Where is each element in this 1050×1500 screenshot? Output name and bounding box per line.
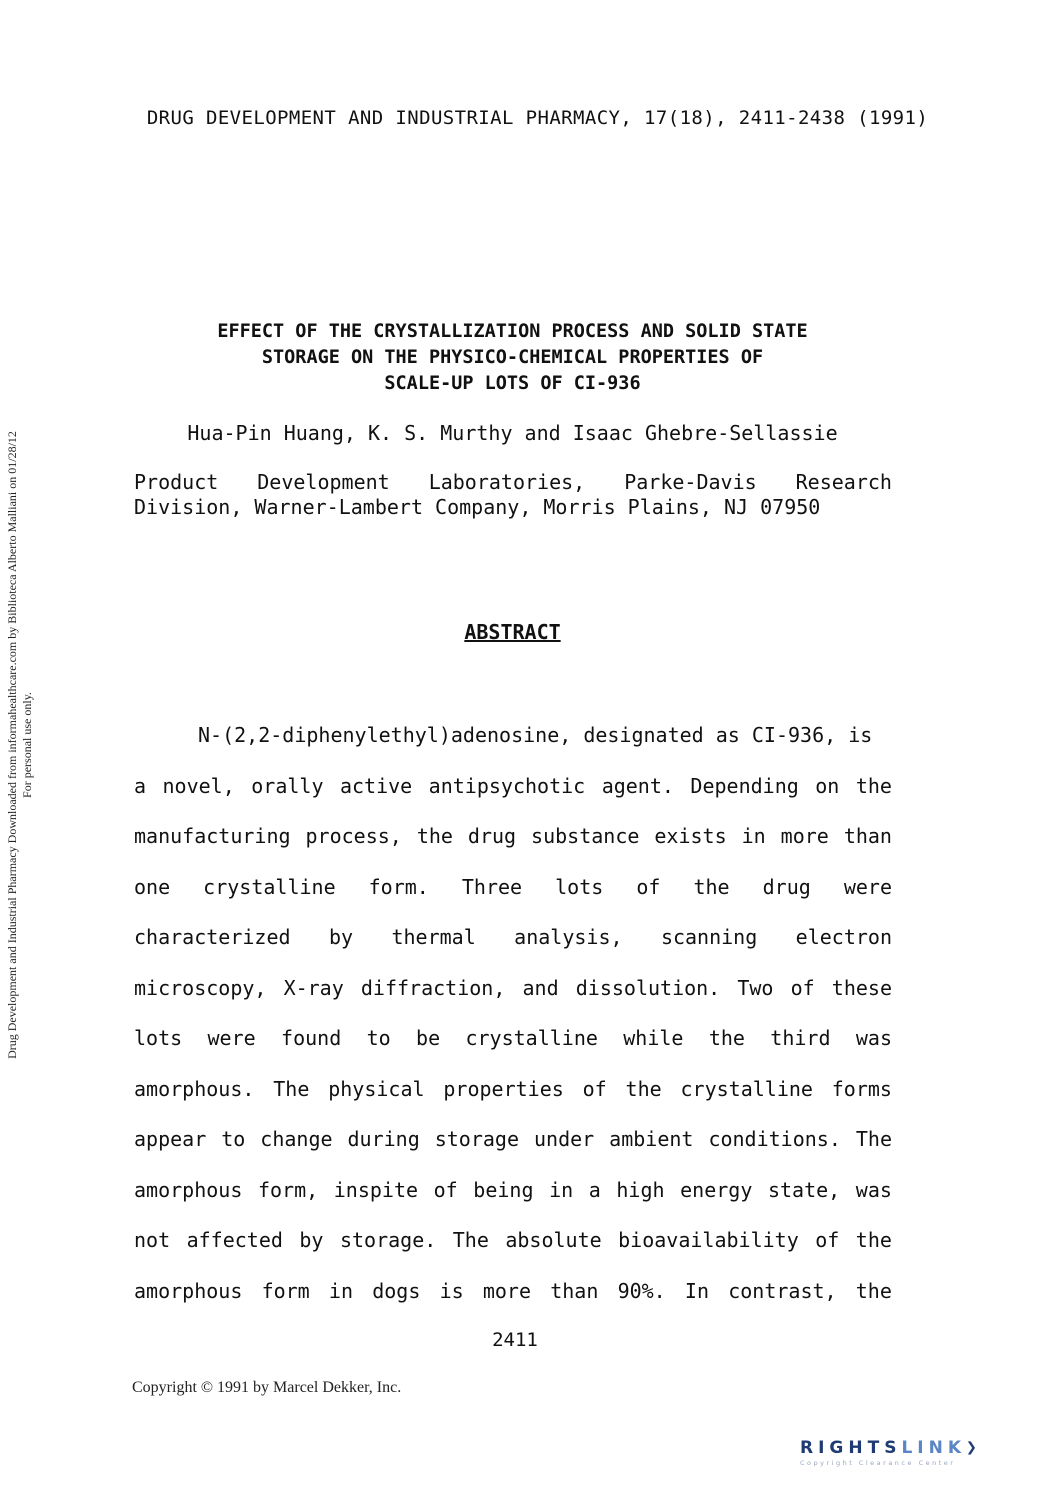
abstract-word: the — [625, 1076, 662, 1101]
abstract-word: novel, — [162, 773, 235, 798]
abstract-word: The — [452, 1228, 489, 1252]
affiliation — [134, 470, 892, 520]
watermark-line-2: For personal use only. — [20, 692, 34, 798]
download-watermark — [0, 0, 40, 1500]
abstract-line — [134, 1227, 892, 1278]
abstract-word: The — [273, 1076, 310, 1101]
abstract-word: under — [533, 1127, 595, 1151]
abstract-body — [134, 722, 892, 1328]
logo-text-light: LINK — [901, 1438, 966, 1458]
logo-arrow-icon: ❯ — [966, 1437, 977, 1458]
abstract-word: drug — [467, 824, 517, 848]
journal-header: DRUG DEVELOPMENT AND INDUSTRIAL PHARMACY, 17(18), 2411-2438 (1991) — [146, 107, 929, 129]
abstract-word: is — [439, 1278, 464, 1303]
abstract-word: diffraction, — [360, 975, 506, 1000]
abstract-line — [134, 874, 892, 925]
abstract-word: bioavailability — [618, 1228, 799, 1252]
abstract-word: crystalline — [680, 1076, 813, 1101]
abstract-word: storage — [434, 1127, 520, 1151]
abstract-word: dissolution. — [575, 975, 721, 1000]
abstract-word: active — [339, 773, 413, 798]
abstract-word: state, — [767, 1177, 841, 1202]
abstract-word: in — [328, 1278, 354, 1303]
abstract-word: forms — [831, 1076, 892, 1101]
abstract-line — [134, 1076, 892, 1127]
abstract-word: form, — [257, 1177, 319, 1202]
abstract-word: was — [855, 1026, 892, 1050]
abstract-word: crystalline — [465, 1026, 598, 1050]
abstract-word: In — [684, 1278, 710, 1303]
affiliation-line-2: Division, Warner-Lambert Company, Morris Plains, NJ 07950 — [134, 495, 821, 519]
abstract-word: 90%. — [617, 1278, 666, 1303]
page-number: 2411 — [492, 1329, 538, 1351]
abstract-word: the — [855, 773, 892, 798]
abstract-line: N-(2,2-diphenylethyl)adenosine, designated as CI-936, is — [198, 723, 873, 747]
abstract-word: be — [416, 1026, 441, 1050]
abstract-word: the — [855, 1278, 892, 1303]
abstract-line — [134, 975, 892, 1026]
abstract-word: Depending — [690, 773, 799, 798]
abstract-word: energy — [680, 1177, 753, 1202]
abstract-word: amorphous — [134, 1177, 243, 1202]
abstract-word: antipsychotic — [428, 773, 586, 798]
abstract-word: characterized — [134, 925, 291, 949]
abstract-word: X-ray — [283, 975, 344, 1000]
abstract-word: to — [221, 1127, 246, 1151]
abstract-word: absolute — [505, 1228, 602, 1252]
abstract-word: process, — [305, 824, 402, 848]
abstract-line — [134, 1177, 892, 1228]
abstract-word: analysis, — [514, 925, 623, 949]
abstract-word: third — [770, 1026, 831, 1050]
abstract-word: the — [708, 1026, 745, 1050]
abstract-word: scanning — [660, 925, 758, 949]
watermark-line-1: Drug Development and Industrial Pharmacy Downloaded from informahealthcare.com by Biblioteca Alberto Malliani on 01/28/12 — [5, 431, 19, 1059]
abstract-word: during — [347, 1127, 420, 1151]
affiliation-word: Parke-Davis — [624, 470, 757, 494]
abstract-word: not — [134, 1228, 171, 1252]
abstract-word: in — [549, 1177, 574, 1202]
rightslink-logo — [800, 1437, 1032, 1471]
abstract-word: were — [207, 1026, 256, 1050]
abstract-word: more — [780, 824, 829, 848]
abstract-word: storage. — [339, 1228, 437, 1252]
abstract-word: electron — [795, 925, 892, 949]
abstract-word: The — [855, 1127, 892, 1151]
abstract-word: agent. — [601, 773, 674, 798]
abstract-word: lots — [555, 874, 604, 899]
abstract-line — [134, 823, 892, 874]
abstract-word: amorphous — [134, 1278, 243, 1303]
abstract-word: of — [815, 1228, 840, 1252]
abstract-word: more — [482, 1278, 532, 1303]
article-title — [0, 319, 1025, 397]
abstract-word: lots — [134, 1026, 183, 1050]
abstract-word: manufacturing — [134, 824, 291, 848]
abstract-line — [134, 1025, 892, 1076]
abstract-line — [134, 924, 892, 975]
abstract-word: of — [433, 1177, 458, 1202]
abstract-heading: ABSTRACT — [464, 620, 561, 644]
abstract-word: by — [328, 925, 354, 949]
abstract-word: appear — [134, 1127, 207, 1151]
abstract-word: was — [855, 1177, 892, 1202]
abstract-word: than — [550, 1278, 599, 1303]
abstract-word: crystalline — [203, 874, 336, 899]
abstract-word: the — [693, 874, 730, 899]
abstract-word: physical — [328, 1076, 425, 1101]
abstract-line — [134, 773, 892, 824]
abstract-word: substance — [531, 824, 640, 848]
abstract-word: exists — [654, 824, 727, 848]
title-line: EFFECT OF THE CRYSTALLIZATION PROCESS AND SOLID STATE — [217, 321, 808, 342]
affiliation-word: Laboratories, — [428, 470, 586, 494]
abstract-word: affected — [186, 1228, 283, 1252]
abstract-word: of — [790, 975, 815, 1000]
copyright-notice: Copyright © 1991 by Marcel Dekker, Inc. — [132, 1379, 402, 1396]
title-line: SCALE-UP LOTS OF CI-936 — [384, 373, 641, 394]
abstract-word: one — [134, 874, 171, 899]
abstract-word: conditions. — [708, 1127, 841, 1151]
abstract-word: and — [522, 975, 559, 1000]
abstract-word: these — [831, 975, 892, 1000]
title-line: STORAGE ON THE PHYSICO-CHEMICAL PROPERTIES OF — [261, 347, 764, 368]
abstract-word: while — [623, 1026, 684, 1050]
abstract-word: form. — [368, 874, 429, 899]
affiliation-line-1 — [134, 470, 892, 495]
abstract-word: properties — [443, 1076, 564, 1101]
abstract-word: of — [582, 1076, 607, 1101]
abstract-word: in — [741, 824, 766, 848]
abstract-word: ambient — [609, 1127, 694, 1151]
abstract-word: being — [473, 1177, 534, 1202]
abstract-word: contrast, — [728, 1278, 837, 1303]
abstract-word: drug — [762, 874, 811, 899]
abstract-word: form — [261, 1278, 310, 1303]
abstract-word: change — [260, 1127, 333, 1151]
abstract-word: Three — [461, 874, 523, 899]
abstract-word: the — [416, 824, 453, 848]
abstract-word: the — [855, 1228, 892, 1252]
abstract-word: Two — [737, 975, 774, 1000]
abstract-word: microscopy, — [134, 975, 267, 1000]
abstract-word: than — [843, 824, 892, 848]
affiliation-word: Product — [134, 470, 219, 494]
logo-subtitle: Copyright Clearance Center — [800, 1459, 956, 1467]
logo-text-dark: RIGHTS — [800, 1438, 902, 1458]
abstract-word: orally — [251, 773, 324, 798]
abstract-word: inspite — [333, 1177, 419, 1202]
abstract-word: a — [134, 773, 147, 798]
abstract-word: were — [843, 874, 892, 899]
abstract-word: dogs — [372, 1278, 421, 1303]
abstract-word: found — [281, 1026, 342, 1050]
abstract-line — [134, 1126, 892, 1177]
abstract-word: high — [616, 1177, 665, 1202]
abstract-word: a — [588, 1177, 601, 1202]
authors: Hua-Pin Huang, K. S. Murthy and Isaac Ghebre-Sellassie — [187, 421, 838, 445]
abstract-word: of — [636, 874, 661, 899]
abstract-word: amorphous. — [134, 1076, 255, 1101]
affiliation-word: Research — [795, 470, 892, 494]
abstract-word: to — [366, 1026, 391, 1050]
abstract-word: by — [299, 1228, 324, 1252]
abstract-word: thermal — [391, 925, 476, 949]
affiliation-word: Development — [257, 470, 390, 494]
abstract-line — [134, 1278, 892, 1329]
abstract-word: on — [815, 773, 840, 798]
